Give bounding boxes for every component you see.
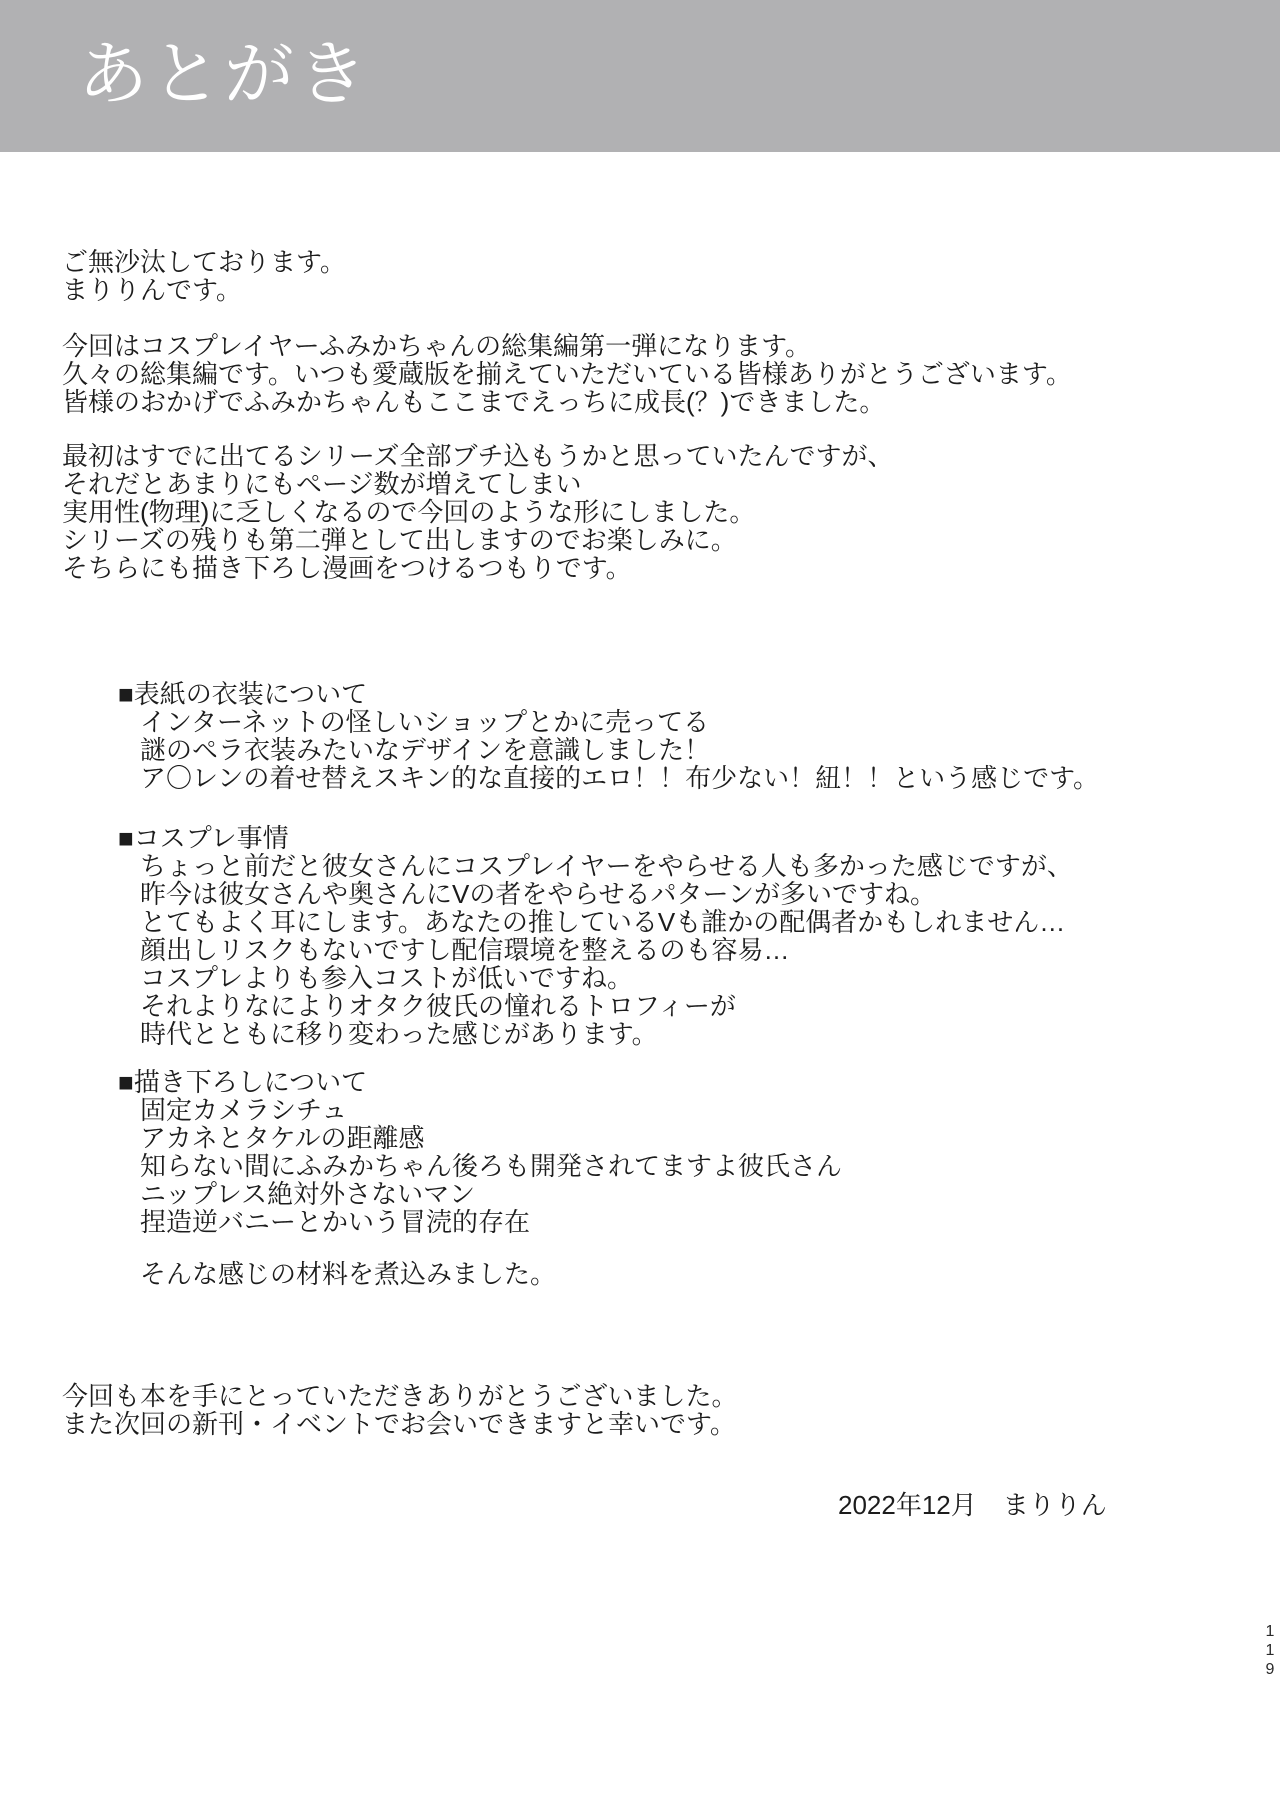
section-body-cover-costume xyxy=(140,708,1099,792)
section-heading-bonus-comics: ■描き下ろしについて xyxy=(118,1067,368,1097)
text-line: 久々の総集編です。いつも愛蔵版を揃えていただいている皆様ありがとうございます。 xyxy=(62,359,1072,389)
text-line: 謎のペラ衣装みたいなデザインを意識しました！ xyxy=(140,735,711,765)
text-line: 9 xyxy=(1265,1661,1275,1678)
text-line: 今回はコスプレイヤーふみかちゃんの総集編第一弾になります。 xyxy=(62,331,812,361)
closing-paragraph xyxy=(62,1382,737,1438)
text-line: 最初はすでに出てるシリーズ全部ブチ込もうかと思っていたんですが、 xyxy=(62,441,894,471)
text-line: また次回の新刊・イベントでお会いできますと幸いです。 xyxy=(62,1409,736,1439)
header-banner xyxy=(0,0,1280,152)
text-line: ちょっと前だと彼女さんにコスプレイヤーをやらせる人も多かった感じですが、 xyxy=(140,851,1073,881)
text-line: 固定カメラシチュ xyxy=(140,1095,348,1125)
text-line: とてもよく耳にします。あなたの推しているVも誰かの配偶者かもしれません… xyxy=(140,907,1066,937)
section-body-cosplay-topic xyxy=(140,852,1073,1048)
section-body-bonus-comics xyxy=(140,1096,842,1236)
greeting-paragraph xyxy=(62,248,346,304)
page-number xyxy=(1263,1622,1277,1679)
plan-paragraph xyxy=(62,442,893,582)
text-line: 知らない間にふみかちゃん後ろも開発されてますよ彼氏さん xyxy=(140,1151,843,1181)
text-line: インターネットの怪しいショップとかに売ってる xyxy=(140,707,710,737)
text-line: 時代とともに移り変わった感じがあります。 xyxy=(140,1019,658,1049)
text-line: 1 xyxy=(1265,1623,1275,1640)
text-line: 昨今は彼女さんや奥さんにVの者をやらせるパターンが多いですね。 xyxy=(140,879,937,909)
text-line: 今回も本を手にとっていただきありがとうございました。 xyxy=(62,1381,738,1411)
section-summary-bonus-comics: そんな感じの材料を煮込みました。 xyxy=(140,1259,557,1289)
text-line: それよりなによりオタク彼氏の憧れるトロフィーが xyxy=(140,991,736,1021)
text-line: ご無沙汰しております。 xyxy=(62,247,346,277)
text-line: 1 xyxy=(1265,1642,1275,1659)
text-line: そちらにも描き下ろし漫画をつけるつもりです。 xyxy=(62,553,632,583)
text-line: 実用性(物理)に乏しくなるので今回のような形にしました。 xyxy=(62,497,756,527)
section-heading-cosplay-topic: ■コスプレ事情 xyxy=(118,823,289,853)
text-line: 皆様のおかげでふみかちゃんもここまでえっちに成長(？)できました。 xyxy=(62,387,886,417)
page-title: あとがき xyxy=(78,35,370,113)
text-line: シリーズの残りも第二弾として出しますのでお楽しみに。 xyxy=(62,525,737,555)
text-line: まりりんです。 xyxy=(62,275,242,305)
text-line: 顔出しリスクもないですし配信環境を整えるのも容易… xyxy=(140,935,790,965)
text-line: 捏造逆バニーとかいう冒涜的存在 xyxy=(140,1207,531,1237)
text-line: ア〇レンの着せ替えスキン的な直接的エロ！！布少ない！紐！！という感じです。 xyxy=(140,763,1100,793)
text-line: アカネとタケルの距離感 xyxy=(140,1123,425,1153)
signature-line: 2022年12月 まりりん xyxy=(838,1490,1107,1520)
text-line: それだとあまりにもページ数が増えてしまい xyxy=(62,469,582,499)
text-line: コスプレよりも参入コストが低いですね。 xyxy=(140,963,633,993)
section-heading-cover-costume: ■表紙の衣装について xyxy=(118,679,368,709)
intro-paragraph xyxy=(62,332,1072,416)
text-line: ニップレス絶対外さないマン xyxy=(140,1179,476,1209)
